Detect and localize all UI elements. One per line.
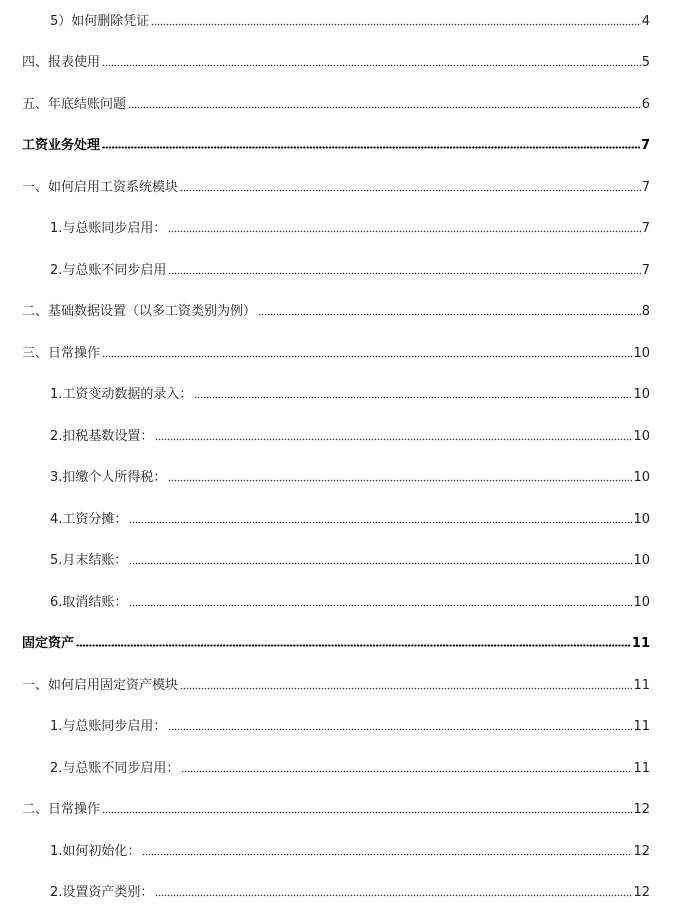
toc-entry-page: 12 bbox=[633, 885, 650, 900]
dot-leader bbox=[181, 769, 632, 773]
toc-entry-page: 7 bbox=[641, 263, 650, 278]
toc-entry-page: 7 bbox=[640, 138, 650, 153]
toc-entry-page: 8 bbox=[641, 304, 650, 319]
dot-leader bbox=[180, 686, 632, 690]
toc-entry-page: 12 bbox=[633, 802, 650, 817]
toc-entry[interactable] bbox=[50, 216, 650, 238]
toc-entry[interactable] bbox=[50, 258, 650, 280]
toc-entry-title: 三、日常操作 bbox=[22, 346, 101, 361]
dot-leader bbox=[151, 22, 640, 26]
toc-entry[interactable] bbox=[22, 631, 650, 653]
dot-leader bbox=[155, 437, 632, 441]
dot-leader bbox=[102, 63, 641, 67]
dot-leader bbox=[168, 478, 632, 482]
toc-entry-title: 四、报表使用 bbox=[22, 55, 101, 70]
toc-entry[interactable] bbox=[22, 133, 650, 155]
toc-entry[interactable] bbox=[50, 880, 650, 902]
dot-leader bbox=[76, 644, 631, 648]
toc-entry-page: 10 bbox=[633, 346, 650, 361]
dot-leader bbox=[102, 810, 632, 814]
dot-leader bbox=[129, 603, 632, 607]
toc-entry-title: 1.与总账同步启用： bbox=[50, 221, 167, 236]
toc-entry[interactable] bbox=[50, 424, 650, 446]
toc-entry-title: 一、如何启用工资系统模块 bbox=[22, 180, 179, 195]
toc-entry-title: 一、如何启用固定资产模块 bbox=[22, 678, 179, 693]
dot-leader bbox=[194, 395, 632, 399]
toc-entry-title: 固定资产 bbox=[22, 636, 75, 651]
dot-leader bbox=[142, 852, 632, 856]
dot-leader bbox=[102, 146, 640, 150]
toc-entry-title: 1.如何初始化： bbox=[50, 844, 141, 859]
toc-entry-page: 7 bbox=[641, 180, 650, 195]
toc-entry[interactable] bbox=[50, 382, 650, 404]
toc-entry-title: 2.与总账不同步启用： bbox=[50, 761, 180, 776]
toc-entry-page: 10 bbox=[633, 595, 650, 610]
toc-entry-page: 12 bbox=[633, 844, 650, 859]
toc-entry[interactable] bbox=[22, 92, 650, 114]
toc-entry-page: 6 bbox=[641, 97, 650, 112]
toc-entry-title: 3.扣缴个人所得税： bbox=[50, 470, 167, 485]
toc-entry-title: 5）如何删除凭证 bbox=[50, 14, 150, 29]
toc-entry-page: 5 bbox=[641, 55, 650, 70]
toc-entry-page: 10 bbox=[633, 553, 650, 568]
toc-entry[interactable] bbox=[22, 175, 650, 197]
dot-leader bbox=[129, 520, 632, 524]
toc-entry-title: 5.月末结账： bbox=[50, 553, 128, 568]
toc-entry-page: 11 bbox=[633, 678, 650, 693]
toc-entry-page: 4 bbox=[641, 14, 650, 29]
toc-entry[interactable] bbox=[22, 797, 650, 819]
toc-entry[interactable] bbox=[50, 714, 650, 736]
toc-entry[interactable] bbox=[22, 341, 650, 363]
dot-leader bbox=[180, 188, 641, 192]
toc-entry-title: 4.工资分摊： bbox=[50, 512, 128, 527]
toc-entry[interactable] bbox=[50, 9, 650, 31]
dot-leader bbox=[168, 229, 640, 233]
toc-entry[interactable] bbox=[50, 465, 650, 487]
toc-entry-title: 2.扣税基数设置： bbox=[50, 429, 154, 444]
toc-entry[interactable] bbox=[50, 590, 650, 612]
dot-leader bbox=[155, 893, 632, 897]
toc-entry-page: 10 bbox=[633, 429, 650, 444]
toc-entry-title: 工资业务处理 bbox=[22, 138, 101, 153]
toc-entry[interactable] bbox=[50, 548, 650, 570]
toc-entry[interactable] bbox=[22, 299, 650, 321]
toc-entry[interactable] bbox=[50, 839, 650, 861]
dot-leader bbox=[168, 271, 640, 275]
toc-entry-page: 11 bbox=[633, 719, 650, 734]
toc-entry[interactable] bbox=[50, 507, 650, 529]
dot-leader bbox=[128, 105, 641, 109]
toc-entry-page: 11 bbox=[633, 761, 650, 776]
toc-entry-page: 10 bbox=[633, 470, 650, 485]
toc-entry[interactable] bbox=[22, 673, 650, 695]
toc-entry-title: 五、年底结账问题 bbox=[22, 97, 127, 112]
toc-entry-page: 10 bbox=[633, 387, 650, 402]
toc-entry-title: 1.工资变动数据的录入： bbox=[50, 387, 193, 402]
toc-entry-title: 2.与总账不同步启用 bbox=[50, 263, 167, 278]
toc-entry-title: 二、基础数据设置（以多工资类别为例） bbox=[22, 304, 257, 319]
toc-entry-page: 7 bbox=[641, 221, 650, 236]
dot-leader bbox=[168, 727, 632, 731]
toc-entry-title: 6.取消结账： bbox=[50, 595, 128, 610]
toc-entry-page: 11 bbox=[631, 636, 650, 651]
toc-entry[interactable] bbox=[50, 756, 650, 778]
toc-entry-title: 2.设置资产类别： bbox=[50, 885, 154, 900]
dot-leader bbox=[258, 312, 641, 316]
dot-leader bbox=[102, 354, 632, 358]
dot-leader bbox=[129, 561, 632, 565]
toc-entry-title: 1.与总账同步启用： bbox=[50, 719, 167, 734]
toc-entry[interactable] bbox=[22, 50, 650, 72]
toc-entry-title: 二、日常操作 bbox=[22, 802, 101, 817]
toc-entry-page: 10 bbox=[633, 512, 650, 527]
